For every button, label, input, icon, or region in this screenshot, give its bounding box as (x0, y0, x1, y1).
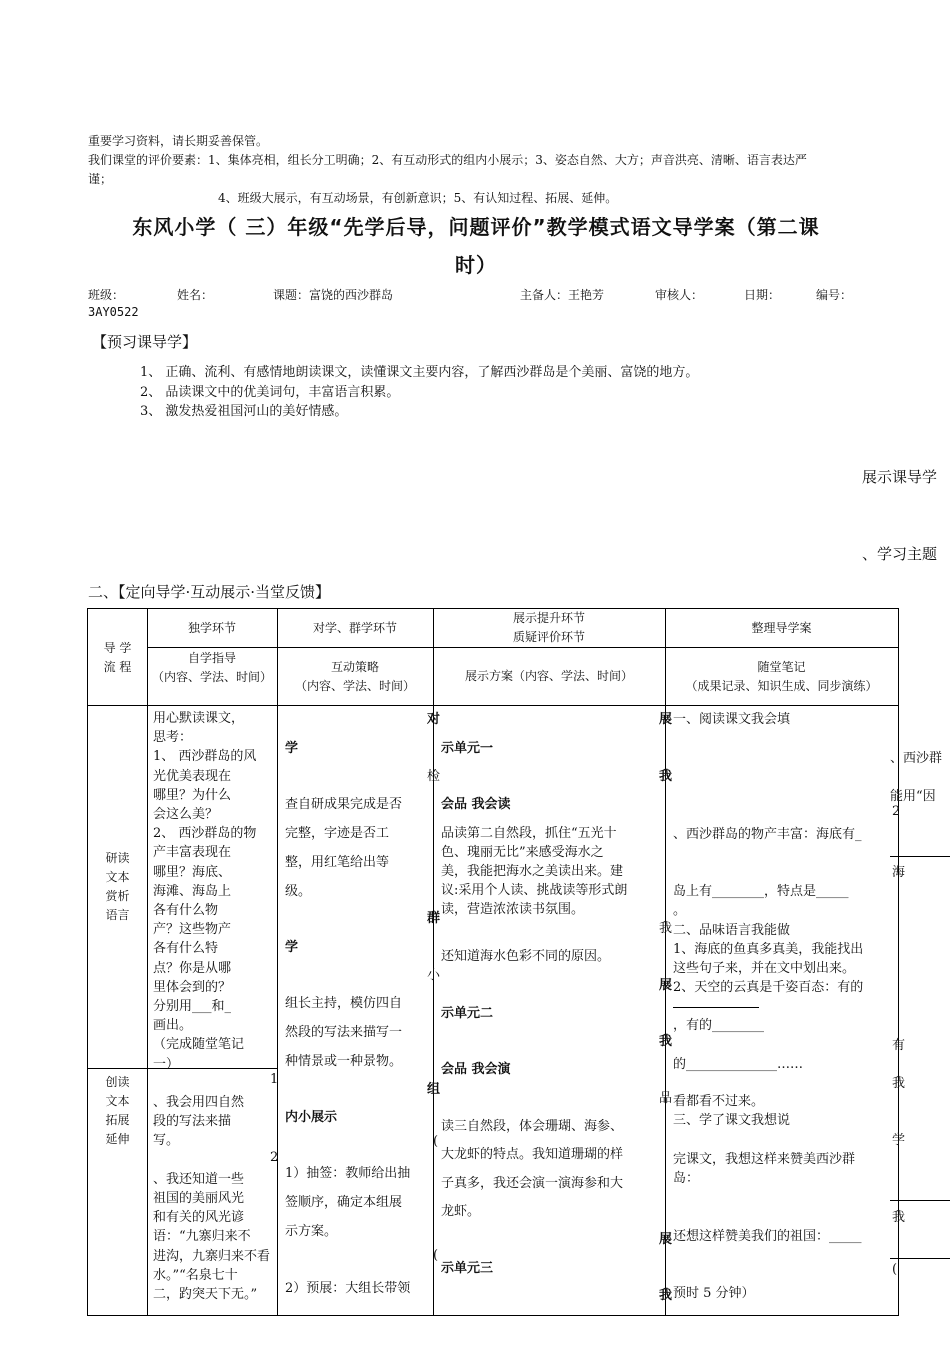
pair-text: 完整，字迹是否工 (285, 826, 390, 841)
sort-text: 看都看不过来。 (673, 1094, 765, 1109)
number-label: 编号： (816, 288, 853, 302)
row1-label: 研读 文本 赏析 语言 (105, 851, 130, 922)
outside-fragment: 2 (892, 804, 901, 819)
show-unit-3: 示单元三 (441, 1261, 494, 1276)
mark-paren: ( (433, 1248, 439, 1263)
solo-guide-line: 、我还知道一些 (153, 1171, 245, 1187)
sort-text: 岛上有________，特点是_____ (673, 884, 849, 899)
header-show-2: 质疑评价环节 (512, 630, 585, 644)
mark-num-1: 1 (270, 1072, 279, 1087)
sort-text: 。 (673, 903, 687, 918)
name-label: 姓名： (177, 288, 214, 302)
fill-blank (673, 1007, 759, 1008)
row-divider (88, 1068, 147, 1069)
outside-fragment: 我 (892, 1210, 906, 1225)
pair-text: 然段的写法来描写一 (285, 1025, 403, 1040)
mark-zhan: 展 (659, 712, 673, 727)
sub-sort: 随堂笔记 （成果记录、知识生成、同步演练） (685, 660, 878, 693)
solo-guide-line: 产丰富表现在 (153, 845, 232, 861)
solo-guide-line: 各有什么特 (153, 941, 219, 957)
outside-fragment: 能用“因 (890, 789, 936, 804)
solo-guide-line: 画出。 (153, 1018, 193, 1034)
class-label: 班级： (88, 288, 125, 302)
show-text: 子真多，我还会演一演海参和大 (441, 1176, 624, 1191)
mark-paren: ( (433, 1134, 439, 1149)
date-label: 日期： (744, 288, 781, 302)
outside-fragment: 、西沙群 (890, 751, 943, 766)
pair-text: 1）抽签：教师给出抽 (285, 1166, 411, 1181)
show-text: 色、瑰丽无比”来感受海水之 (441, 845, 604, 860)
solo-guide-line: 、我会用四自然 (153, 1095, 245, 1110)
sort-text: 岛： (673, 1171, 700, 1186)
sort-text: 完课文，我想这样来赞美西沙群 (673, 1152, 856, 1167)
pair-text: 示方案。 (285, 1224, 338, 1239)
pair-text: 查自研成果完成是否 (285, 797, 403, 812)
document-title: 东风小学（ 三）年级“先学后导，问题评价”教学模式语文导学案（第二课 (132, 215, 820, 239)
mark-zhan: 展 (659, 1232, 673, 1247)
sub-show: 展示方案（内容、学法、时间） (464, 669, 633, 683)
pair-xue-2: 学 (285, 940, 299, 955)
row-divider (88, 705, 898, 706)
pair-text: 签顺序，确定本组展 (285, 1195, 403, 1210)
show-unit-1: 示单元一 (441, 741, 494, 756)
solo-guide-line: 和有关的风光谚 (153, 1210, 245, 1226)
sort-text: 的______________…… (673, 1057, 804, 1072)
solo-guide-line: 点？你是从哪 (153, 960, 232, 976)
solo-guide-line: 祖国的美丽风光 (153, 1191, 245, 1206)
header-solo: 独学环节 (187, 621, 236, 635)
solo-guide-line: 哪里？为什么 (153, 787, 232, 803)
outside-line (890, 1258, 950, 1259)
solo-guide-line: 哪里？海底、 (153, 864, 232, 880)
solo-guide-line: 各有什么物 (153, 903, 219, 918)
header-sort: 整理导学案 (751, 621, 812, 635)
solo-guide-line: 用心默读课文， (153, 711, 245, 726)
mark-wo: 我 (659, 769, 673, 784)
show-text: 美，我能把海水之美读出来。建 (441, 864, 624, 879)
solo-guide-line: 语：“九寨归来不 (153, 1229, 251, 1245)
row2-label: 创读 文本 拓展 延伸 (105, 1075, 130, 1146)
solo-guide-line: 一） (153, 1056, 180, 1072)
solo-guide-line: 2、 西沙群岛的物 (153, 826, 257, 842)
outside-fragment: 有 (892, 1038, 906, 1053)
outside-fragment: 学 (892, 1133, 906, 1148)
col-divider (277, 609, 278, 1315)
solo-guide-line: 写。 (153, 1133, 180, 1149)
section2-heading: 二、【定向导学·互动展示·当堂反馈】 (88, 583, 331, 601)
col-divider (147, 609, 148, 1315)
preview-item-2: 2、 品读课文中的优美词句，丰富语言积累。 (140, 385, 400, 400)
show-act-title: 会品 我会演 (441, 1062, 511, 1077)
preview-heading: 【预习课导学】 (92, 333, 198, 351)
sort-text: 一、阅读课文我会填 (673, 712, 791, 727)
note-evaluation-cont: 谨； (88, 172, 113, 186)
header-show-1: 展示提升环节 (512, 611, 585, 625)
preparer-label: 主备人：王艳芳 (520, 288, 605, 302)
sub-solo: 自学指导 （内容、学法、时间） (151, 651, 272, 684)
sort-text: ，有的________ (673, 1018, 765, 1033)
mark-wo: 我 (659, 921, 673, 936)
solo-guide-line: 水。”“名泉七十 (153, 1267, 238, 1283)
sort-text: 这些句子来，并在文中划出来。 (673, 961, 856, 976)
mark-jian: 检 (427, 769, 441, 784)
mark-wo: 我 (659, 1034, 673, 1049)
sort-text: 2、天空的云真是千姿百态：有的 (673, 980, 864, 995)
solo-guide-line: （完成随堂笔记 (153, 1037, 245, 1053)
number-value: 3AY0522 (88, 305, 139, 319)
show-text: 读，营造浓浓读书氛围。 (441, 902, 585, 917)
outside-fragment: 海 (892, 865, 906, 880)
solo-guide-line: 分别用___和_ (153, 999, 232, 1014)
show-read-title: 会品 我会读 (441, 797, 511, 812)
pair-text: 种情景或一种景物。 (285, 1054, 403, 1069)
show-text: 读三自然段，体会珊瑚、海参、 (441, 1119, 624, 1134)
header-flow: 导 学 流 程 (103, 641, 132, 674)
header-pair: 对学、群学环节 (312, 621, 397, 635)
show-guide-fragment: 展示课导学 (862, 468, 938, 486)
reviewer-label: 审核人： (655, 288, 704, 302)
sort-text: 二、品味语言我能做 (673, 923, 791, 938)
outside-line (890, 856, 950, 857)
topic-label: 课题：富饶的西沙群岛 (273, 288, 394, 302)
mark-zu: 组 (427, 1082, 441, 1097)
mark-qun: 群 (427, 911, 441, 926)
solo-guide-line: 段的写法来描 (153, 1114, 232, 1130)
sort-text: 1、海底的鱼真多真美，我能找出 (673, 942, 864, 957)
mark-wo: 我 (659, 1288, 673, 1303)
solo-guide-line: 里体会到的？ (153, 979, 232, 995)
mark-num-2: 2 (270, 1150, 279, 1165)
outside-fragment: 我 (892, 1076, 906, 1091)
outside-fragment: ( (892, 1262, 898, 1277)
show-text: 议:采用个人读、挑战读等形式朗 (441, 883, 628, 898)
show-text: 品读第二自然段，抓住“五光十 (441, 826, 617, 841)
solo-guide-line: 进沟，九寨归来不看 (153, 1248, 271, 1264)
show-text: 龙虾。 (441, 1204, 481, 1219)
pair-text: 整，用红笔给出等 (285, 855, 390, 870)
sub-pair: 互动策略 （内容、学法、时间） (294, 660, 415, 693)
solo-guide-line: 二，趵突天下无。” (153, 1287, 258, 1302)
note-evaluation-2: 4、班级大展示，有互动场景，有创新意识；5、有认知过程、拓展、延伸。 (218, 191, 618, 205)
outside-line (890, 1200, 950, 1201)
preview-item-1: 1、 正确、流利、有感情地朗读课文，读懂课文主要内容，了解西沙群岛是个美丽、富饶的地方。 (140, 365, 699, 380)
mark-zhan: 展 (659, 978, 673, 993)
pair-inner-show: 内小展示 (285, 1110, 338, 1125)
pair-text: 级。 (285, 884, 312, 899)
sort-text: 三、学了课文我想说 (673, 1113, 791, 1128)
show-text: 大龙虾的特点。我知道珊瑚的样 (441, 1147, 624, 1162)
solo-guide-line: 思考： (153, 730, 193, 746)
sort-text: 、西沙群岛的物产丰富：海底有_ (673, 827, 862, 842)
pair-xue-1: 学 (285, 741, 299, 756)
solo-guide-line: 会这么美？ (153, 807, 219, 822)
mark-xiao: 小 (427, 968, 441, 983)
mark-pin: 品 (659, 1091, 673, 1106)
note-keep-safe: 重要学习资料，请长期妥善保管。 (88, 134, 269, 148)
row-divider (147, 647, 898, 648)
pair-text: 2）预展：大组长带领 (285, 1281, 411, 1296)
document-title-cont: 时） (455, 253, 497, 277)
sort-text: 还想这样赞美我们的祖国：_____ (673, 1229, 862, 1244)
show-text: 还知道海水色彩不同的原因。 (441, 949, 611, 964)
solo-guide-line: 1、 西沙群岛的风 (153, 749, 257, 765)
show-unit-2: 示单元二 (441, 1006, 494, 1021)
solo-guide-line: 产？这些物产 (153, 922, 232, 938)
solo-guide-line: 光优美表现在 (153, 768, 232, 784)
note-evaluation: 我们课堂的评价要素：1、集体亮相，组长分工明确；2、有互动形式的组内小展示；3、姿态自然、大方；声音洪亮、清晰、语言表达严 (88, 153, 807, 167)
sort-text: 预时 5 分钟） (673, 1286, 755, 1301)
pair-text: 组长主持，模仿四自 (285, 996, 403, 1011)
theme-fragment: 、学习主题 (862, 545, 938, 563)
mark-dui: 对 (427, 712, 441, 727)
preview-item-3: 3、 激发热爱祖国河山的美好情感。 (140, 404, 348, 419)
solo-guide-line: 海滩、海岛上 (153, 883, 232, 899)
